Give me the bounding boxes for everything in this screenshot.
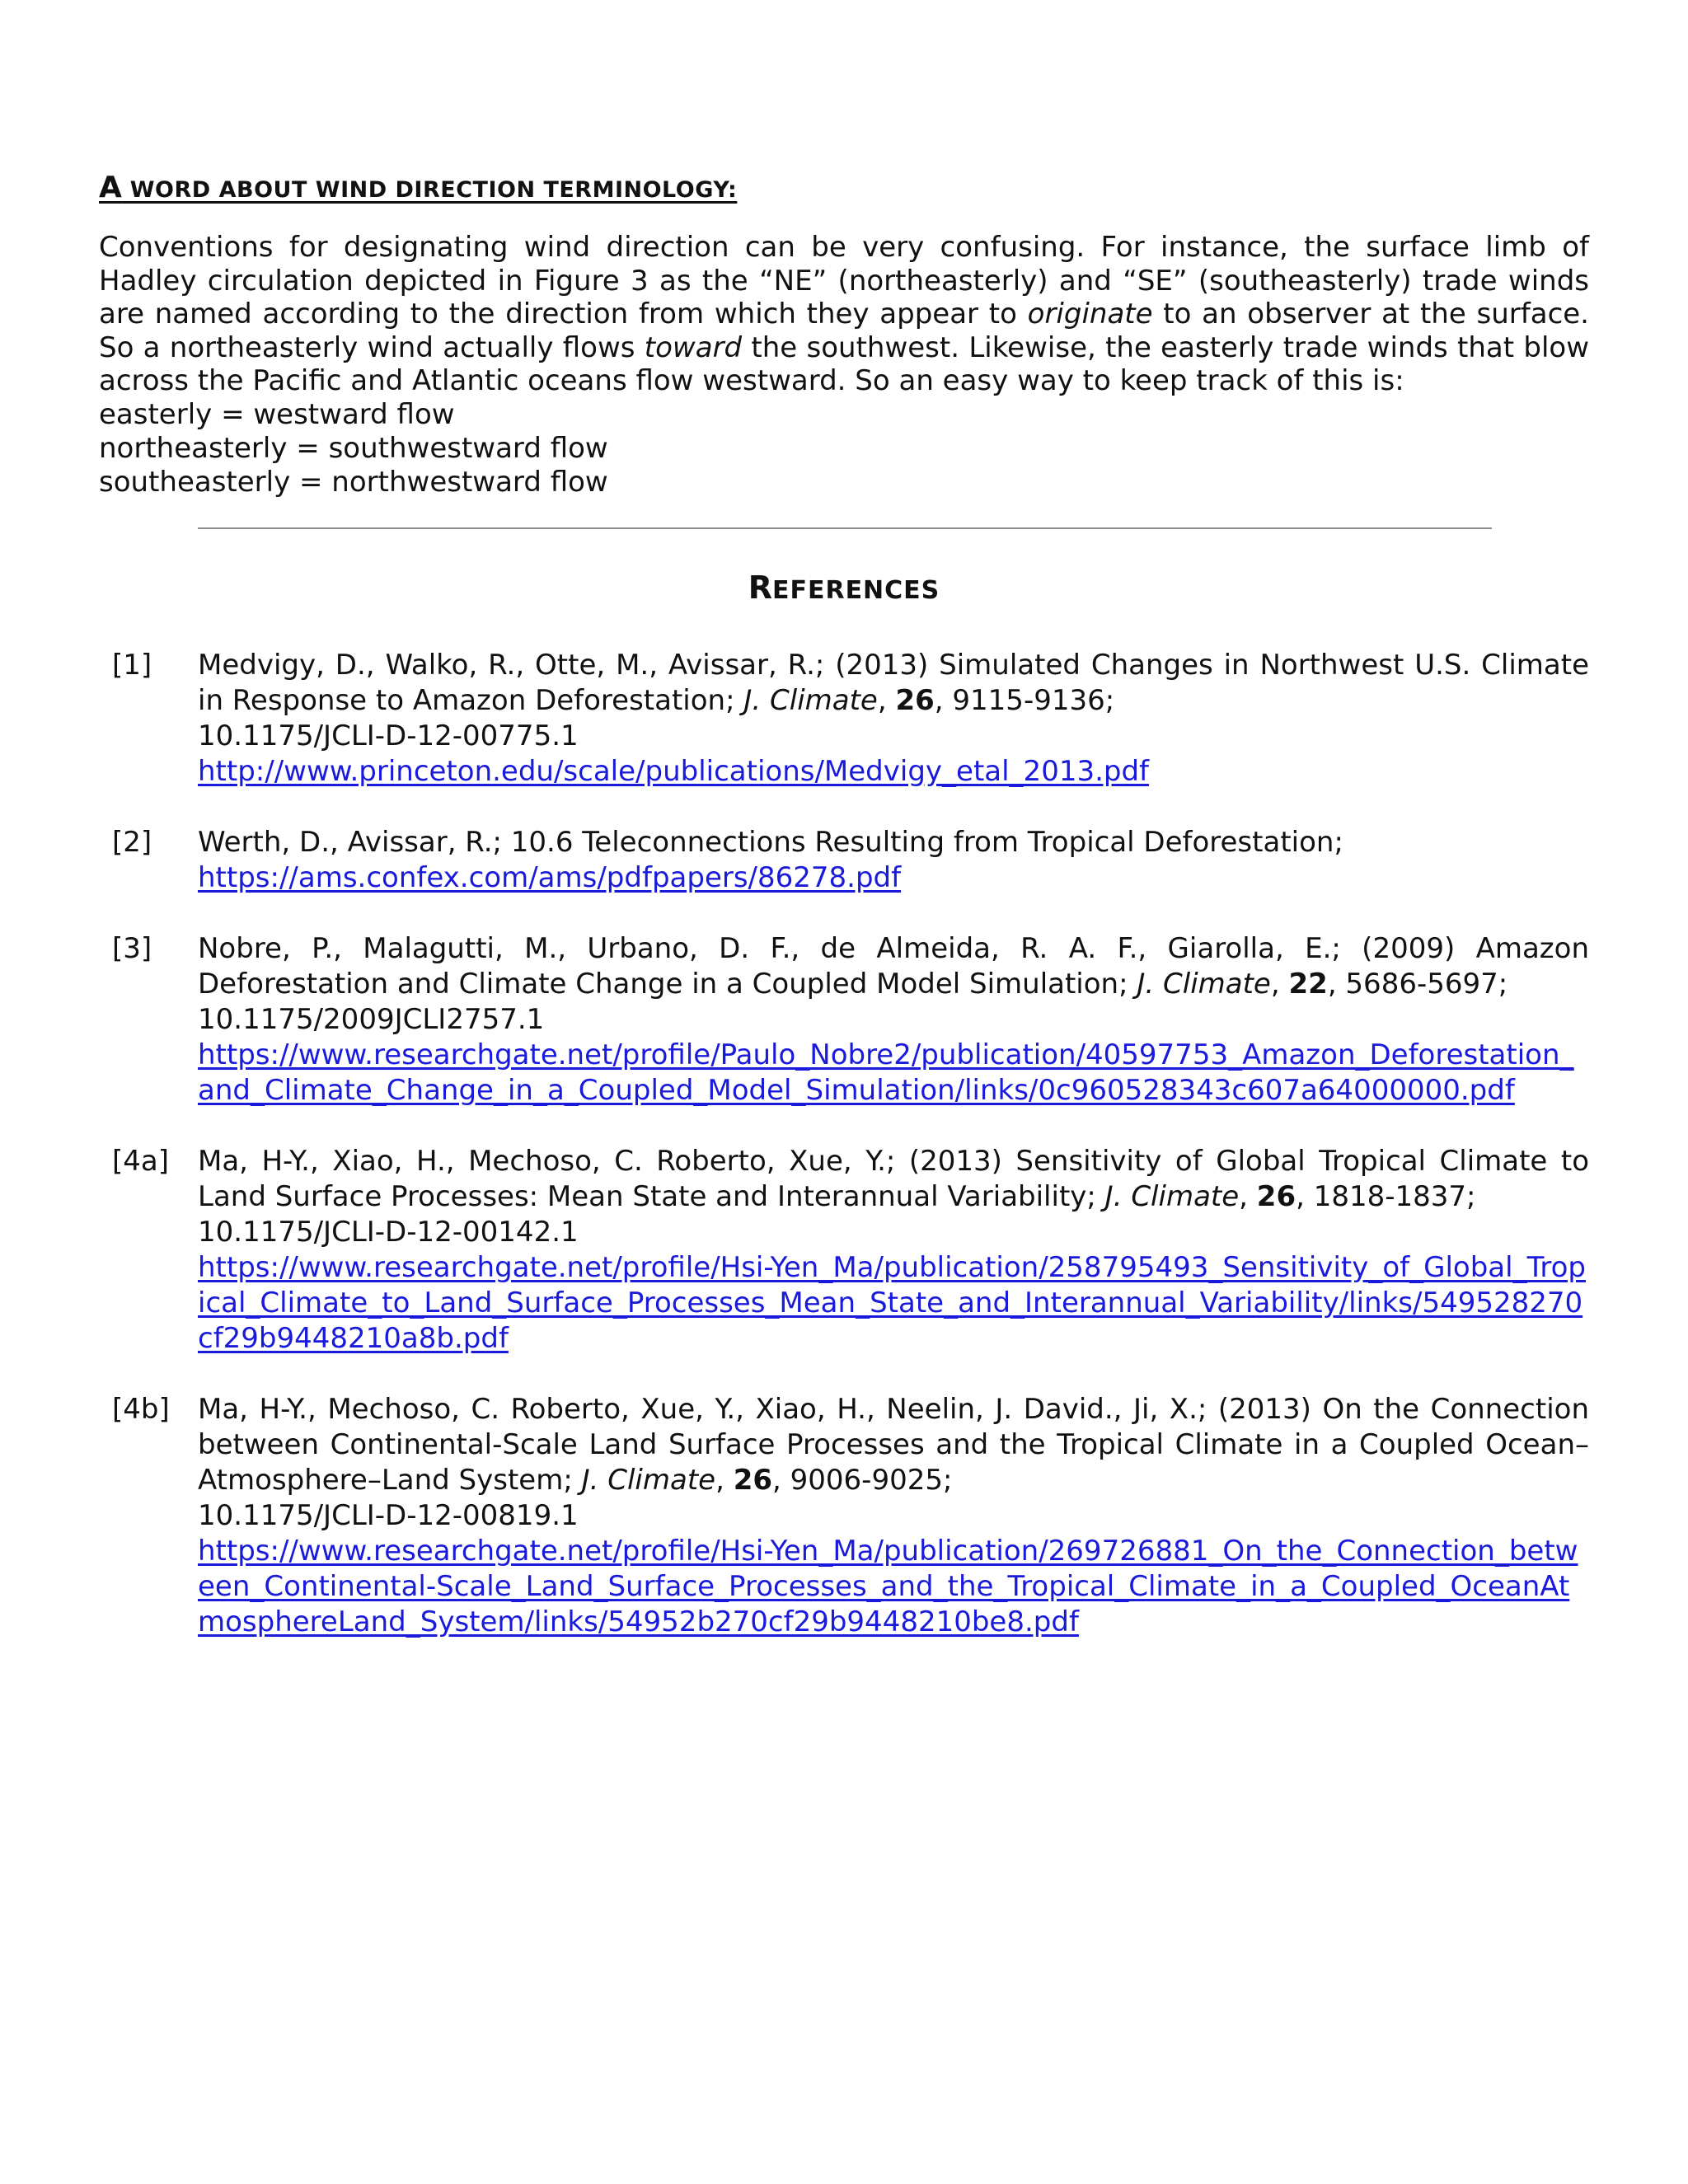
- reference-pages: , 1818-1837;: [1296, 1179, 1476, 1213]
- reference-link[interactable]: https://www.researchgate.net/profile/Hsi-Yen_Ma/publication/269726881_On_the_Connection_between_Continental-Scale_Land_Surface_Processes_and_the_Tropical_Climate_in_a_Coupled_OceanAtmosphereLand_System/links/54952b270cf29b9448210be8.pdf: [198, 1534, 1578, 1638]
- reference-link[interactable]: https://www.researchgate.net/profile/Hsi-Yen_Ma/publication/258795493_Sensitivity_of_Global_Tropical_Climate_to_Land_Surface_Processes_Mean_State_and_Interannual_Variability/links/549528270cf29b9448210a8b.pdf: [198, 1250, 1586, 1355]
- paragraph-emphasis: toward: [644, 330, 743, 364]
- reference-citation: [198, 648, 1589, 719]
- reference-pages: , 9006-9025;: [772, 1463, 953, 1497]
- wind-terminology-heading: [99, 169, 1589, 209]
- reference-journal: J. Climate: [743, 683, 878, 717]
- section-divider: [198, 527, 1492, 529]
- reference-link[interactable]: https://www.researchgate.net/profile/Paulo_Nobre2/publication/40597753_Amazon_Deforestation_and_Climate_Change_in_a_Coupled_Model_Simulation/links/0c960528343c607a64000000.pdf: [198, 1038, 1574, 1107]
- reference-citation: Werth, D., Avissar, R.; 10.6 Teleconnections Resulting from Tropical Deforestation;: [198, 825, 1343, 859]
- reference-separator: ,: [877, 683, 896, 717]
- reference-link[interactable]: https://ams.confex.com/ams/pdfpapers/86278.pdf: [198, 860, 902, 894]
- reference-label: [1]: [112, 648, 152, 682]
- reference-separator: ,: [1270, 967, 1289, 1001]
- reference-journal: J. Climate: [1137, 967, 1271, 1001]
- reference-link[interactable]: http://www.princeton.edu/scale/publications/Medvigy_etal_2013.pdf: [198, 754, 1150, 788]
- reference-authors-title: Medvigy, D., Walko, R., Otte, M., Avissar, R.; (2013) Simulated Changes in Northwest U.S. Climate in Response to Amazon Deforestation;: [198, 648, 1589, 717]
- reference-doi: 10.1175/JCLI-D-12-00142.1: [198, 1215, 579, 1249]
- flow-line-northeasterly: northeasterly = southwestward flow: [99, 431, 608, 465]
- references-heading: [99, 567, 1589, 615]
- reference-2: [112, 825, 1589, 896]
- reference-volume: 26: [733, 1463, 773, 1497]
- heading-initial: R: [748, 569, 772, 606]
- paragraph-text: to an observer at the surface. So a northeasterly wind actually flows: [99, 298, 1589, 364]
- paragraph-text: Conventions for designating wind direction can be very confusing. For instance, the surface limb of Hadley circulation depicted in Figure 3 as the “NE” (northeasterly) and “SE” (southeasterly) trade winds are named according to the direction from which they appear to: [99, 231, 1589, 331]
- reference-separator: ,: [1239, 1179, 1257, 1213]
- reference-pages: , 9115-9136;: [934, 683, 1115, 717]
- reference-doi: 10.1175/JCLI-D-12-00819.1: [198, 1498, 579, 1532]
- reference-citation: [198, 1392, 1589, 1498]
- reference-journal: J. Climate: [581, 1463, 716, 1497]
- heading-initial: A: [99, 171, 122, 204]
- wind-terminology-paragraph: [99, 231, 1589, 398]
- reference-4b: [112, 1392, 1589, 1640]
- reference-journal: J. Climate: [1104, 1179, 1240, 1213]
- reference-label: [2]: [112, 825, 152, 859]
- reference-pages: , 5686-5697;: [1327, 967, 1508, 1001]
- reference-authors-title: Ma, H-Y., Mechoso, C. Roberto, Xue, Y., Xiao, H., Neelin, J. David., Ji, X.; (2013) On the Connection between Continental-Scale Land Surface Processes and the Tropical Climate in a Coupled Ocean–Atmosphere–Land System;: [198, 1392, 1589, 1497]
- reference-1: [112, 648, 1589, 790]
- reference-4a: [112, 1144, 1589, 1357]
- reference-3: [112, 931, 1589, 1108]
- flow-line-easterly: easterly = westward flow: [99, 397, 455, 431]
- flow-line-southeasterly: southeasterly = northwestward flow: [99, 465, 608, 499]
- reference-citation: [198, 1144, 1589, 1215]
- reference-authors-title: Ma, H-Y., Xiao, H., Mechoso, C. Roberto, Xue, Y.; (2013) Sensitivity of Global Tropical Climate to Land Surface Processes: Mean State and Interannual Variability;: [198, 1144, 1589, 1213]
- paragraph-text: the southwest. Likewise, the easterly trade winds that blow across the Pacific and Atlantic oceans flow westward. So an easy way to keep track of this is:: [99, 330, 1589, 398]
- reference-citation: [198, 931, 1589, 1002]
- reference-volume: 26: [1256, 1179, 1296, 1213]
- reference-doi: 10.1175/2009JCLI2757.1: [198, 1002, 545, 1036]
- reference-volume: 22: [1288, 967, 1328, 1001]
- document-page: [99, 169, 1589, 1675]
- heading-rest: WORD ABOUT WIND DIRECTION TERMINOLOGY:: [121, 177, 738, 203]
- reference-label: [4b]: [112, 1392, 170, 1426]
- heading-rest: EFERENCES: [771, 575, 940, 605]
- reference-separator: ,: [715, 1463, 734, 1497]
- reference-doi: 10.1175/JCLI-D-12-00775.1: [198, 719, 579, 752]
- reference-authors-title: Nobre, P., Malagutti, M., Urbano, D. F., de Almeida, R. A. F., Giarolla, E.; (2009) Amazon Deforestation and Climate Change in a Coupled Model Simulation;: [198, 931, 1589, 1001]
- paragraph-emphasis: originate: [1027, 298, 1153, 331]
- reference-volume: 26: [895, 683, 935, 717]
- reference-label: [3]: [112, 931, 152, 965]
- reference-label: [4a]: [112, 1144, 169, 1178]
